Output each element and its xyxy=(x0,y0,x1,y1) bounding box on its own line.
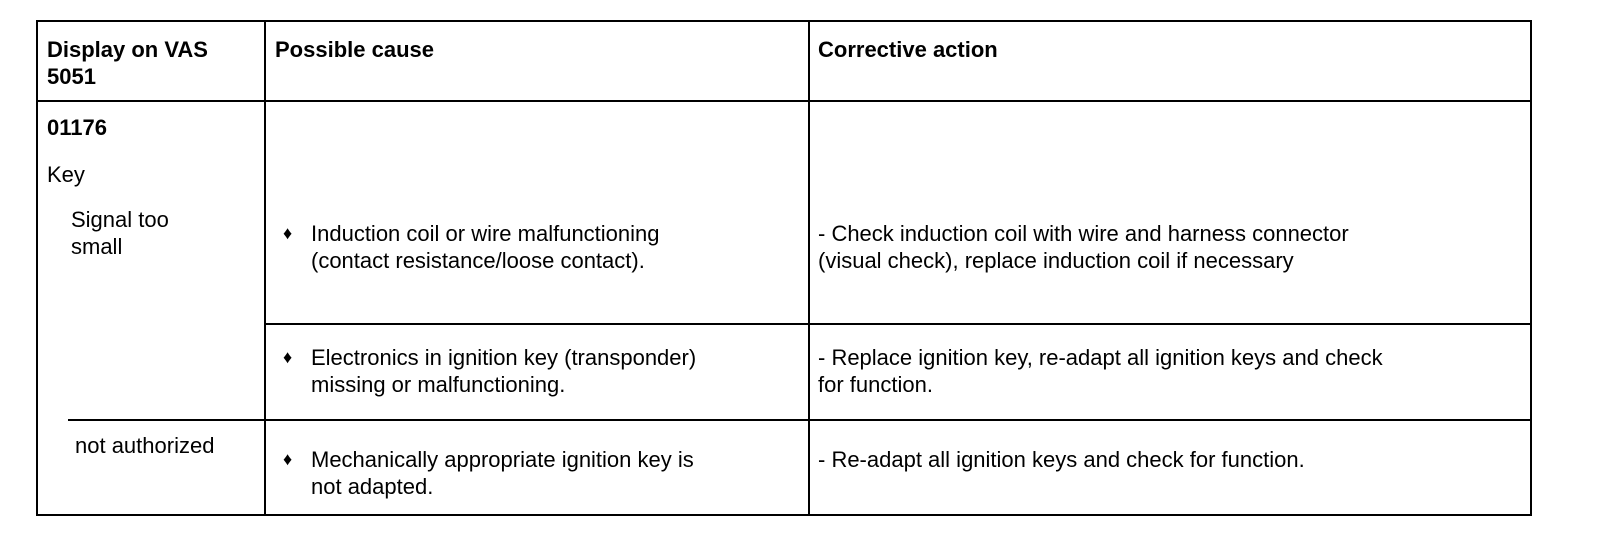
fault-not-authorized: not authorized xyxy=(75,433,215,458)
fault-code: 01176 xyxy=(47,115,107,140)
row3-cause: Mechanically appropriate ignition key is not adapted. xyxy=(311,447,694,499)
header-display: Display on VAS 5051 xyxy=(47,37,208,89)
header-divider xyxy=(38,100,1530,102)
fault-component: Key xyxy=(47,162,85,187)
row-divider-1 xyxy=(264,323,1530,325)
fault-signal-too-small: Signal too small xyxy=(71,207,169,259)
row2-cause: Electronics in ignition key (transponder) missing or malfunctioning. xyxy=(311,345,697,397)
row1-action: - Check induction coil with wire and harness connector (visual check), replace induction coil if necessary xyxy=(818,221,1349,273)
bullet-icon: ♦ xyxy=(283,223,293,243)
header-possible-cause: Possible cause xyxy=(275,37,434,62)
column-divider-1 xyxy=(264,22,266,514)
fault-table xyxy=(36,20,1532,516)
row-divider-2 xyxy=(68,419,1530,421)
column-divider-2 xyxy=(808,22,810,514)
row3-action: - Re-adapt all ignition keys and check for function. xyxy=(818,447,1305,472)
header-corrective-action: Corrective action xyxy=(818,37,998,62)
row1-cause: Induction coil or wire malfunctioning (contact resistance/loose contact). xyxy=(311,221,660,273)
bullet-icon: ♦ xyxy=(283,347,293,367)
bullet-icon: ♦ xyxy=(283,449,293,469)
row2-action: - Replace ignition key, re-adapt all ignition keys and check for function. xyxy=(818,345,1383,397)
